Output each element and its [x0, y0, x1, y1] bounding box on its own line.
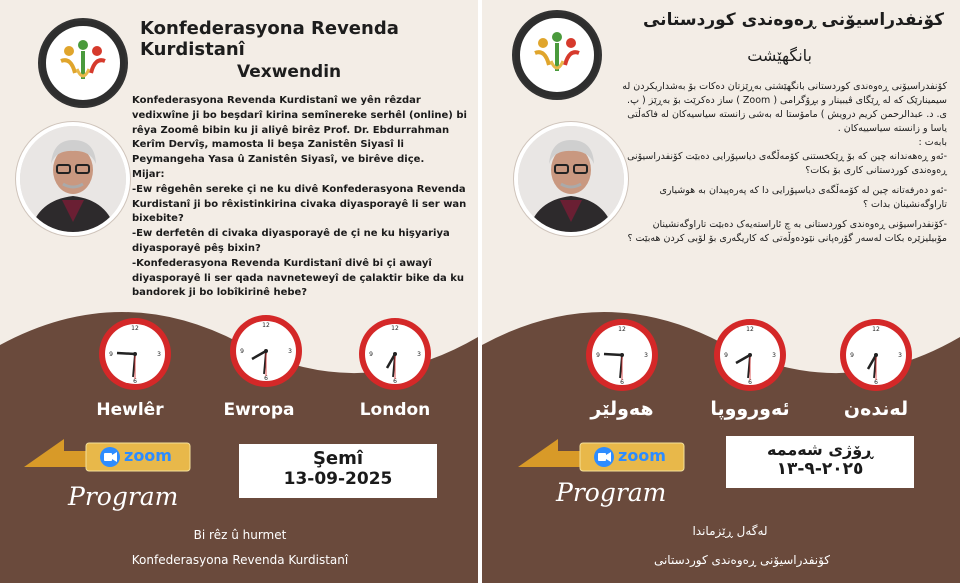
svg-text:6: 6 — [874, 379, 878, 386]
closing-greeting: Bi rêz û hurmet — [193, 528, 287, 542]
intro-paragraph: Konfederasyona Revenda Kurdistanî we yên rêzdar vedixwîne ji bo beşdarî kirina semînereke serhêl (online) bi rêya Zoomê bibin ku ji aliyê birêz Prof. Dr. Ebdurrahman Kerîm Dervîş, mamosta li beşa Zanistên Siyasî li Peymangeha Yasa û Zanistên Siyasî, ve birêve diçe. — [132, 95, 467, 166]
svg-text:9: 9 — [724, 352, 728, 359]
zoom-badge — [518, 437, 688, 481]
svg-text:3: 3 — [898, 352, 902, 359]
page-title: کۆنفدراسیۆنی ڕەوەندی کوردستانی — [642, 10, 944, 30]
clock-icon — [97, 316, 173, 392]
svg-text:9: 9 — [850, 352, 854, 359]
confederation-logo — [38, 18, 128, 108]
svg-text:3: 3 — [417, 351, 421, 358]
clock-icon — [712, 317, 788, 393]
closing-signature: Konfederasyona Revenda Kurdistanî — [131, 553, 349, 567]
speaker-portrait — [16, 122, 130, 236]
topic-item: -ئەو دەرفەتانە چین لە کۆمەڵگەی دیاسپۆرایی دا کە پەرەپیدان بە هوشیاری تاراوگەنشینان بدات ؟ — [659, 185, 947, 210]
zoom-icon-label: zoom — [124, 446, 172, 465]
zoom-icon-label: zoom — [618, 446, 666, 465]
clock-icon — [228, 313, 304, 389]
right-flyer — [482, 0, 960, 583]
invitation-text — [132, 94, 467, 301]
city-label-ewropa: Ewropa — [223, 400, 295, 420]
topic-item: -ئەو ڕەهەندانە چین کە بۆ ڕێکخستنی کۆمەڵگەی دیاسپۆرایی دەبێت کۆنفدراسیۆنی ڕەوەندی کوردستانی کاری بۆ بکات؟ — [627, 151, 947, 176]
city-label-london: London — [359, 400, 431, 420]
topics-label: Mijar: — [132, 168, 165, 180]
day-label: Şemî — [312, 448, 364, 469]
clock-icon — [838, 317, 914, 393]
svg-text:12: 12 — [872, 326, 880, 333]
svg-text:12: 12 — [618, 326, 626, 333]
clock-icon — [584, 317, 660, 393]
topic-item: -Konfederasyona Revenda Kurdistanî divê bi çi awayî diyasporayê li ser qada navneteweyî de çalaktir bike da ku bandorek ji bo lobîkirinê hebe? — [132, 257, 464, 299]
topic-item: -کۆنفدراسیۆنی ڕەوەندی کوردستانی بە چ ئاراستەیەک دەبێت تاراوگەنشینان مۆبیلیزێرە بکات لەسەر گۆرەپانی نێودەوڵەتی کە کاریگەری بۆ لۆبی کردن هەبێت ؟ — [627, 219, 947, 244]
city-label-hewler: Hewlêr — [96, 400, 164, 420]
closing-greeting: لەگەل ڕێزماندا — [692, 524, 768, 538]
speaker-portrait — [514, 122, 628, 236]
svg-text:9: 9 — [109, 351, 113, 358]
svg-text:3: 3 — [288, 348, 292, 355]
svg-text:6: 6 — [620, 379, 624, 386]
svg-text:6: 6 — [748, 379, 752, 386]
page-title: Konfederasyona Revenda Kurdistanî — [140, 18, 399, 60]
city-label-london: لەندەن — [843, 398, 909, 420]
clock-icon — [357, 316, 433, 392]
svg-text:9: 9 — [240, 348, 244, 355]
svg-text:12: 12 — [262, 322, 270, 329]
intro-paragraph: کۆنفدراسیۆنی ڕەوەندی کوردستانی بانگهێشتی بەڕێزتان دەکات بۆ بەشداریکردن لە سیمینارێک کە لە ڕێگای ڤیبینار و بڕۆگرامی ( Zoom ) ساز دەکرێت بۆ بەڕێز ( پ. ی. د. عبدالرحمن کریم درویش ) مامۆستا لە بەشی زانستە سیاسیەکان لە فاکەڵتی یاسا و زانستە سیاسییەکان . — [622, 81, 947, 134]
date-box — [239, 444, 437, 498]
svg-text:6: 6 — [133, 378, 137, 385]
svg-text:3: 3 — [644, 352, 648, 359]
svg-text:12: 12 — [391, 325, 399, 332]
topic-item: -Ew rêgehên sereke çi ne ku divê Konfederasyona Revenda Kurdistanî ji bo rêxistinkirina civaka diyasporayê li ser wan bixebite? — [132, 183, 467, 225]
svg-text:6: 6 — [264, 375, 268, 382]
closing-signature: کۆنفدراسیۆنی ڕەوەندی کوردستانی — [653, 553, 831, 567]
topic-item: -Ew derfetên di civaka diyasporayê de çi ne ku hişyariya diyasporayê pêş bixin? — [132, 228, 450, 254]
svg-text:3: 3 — [772, 352, 776, 359]
left-flyer — [0, 0, 478, 583]
date-label: 13-09-2025 — [283, 469, 393, 489]
invitation-text — [622, 80, 947, 246]
program-label: Program — [68, 482, 179, 511]
svg-text:12: 12 — [131, 325, 139, 332]
day-label: ڕۆژی شەممە — [766, 440, 874, 459]
date-label: ٢٠٢٥-٩-١٣ — [776, 459, 864, 479]
city-label-hewler: هەولێر — [590, 398, 654, 420]
svg-text:9: 9 — [596, 352, 600, 359]
subtitle-invitation: Vexwendin — [237, 62, 342, 82]
svg-text:6: 6 — [393, 378, 397, 385]
program-label: Program — [556, 478, 667, 507]
zoom-badge — [24, 437, 194, 481]
topics-label: بابەت : — [918, 137, 947, 148]
svg-text:9: 9 — [369, 351, 373, 358]
subtitle-invitation: بانگهێشت — [747, 46, 812, 65]
svg-text:12: 12 — [746, 326, 754, 333]
confederation-logo — [512, 10, 602, 100]
city-label-ewropa: ئەورووپا — [710, 398, 790, 420]
svg-text:3: 3 — [157, 351, 161, 358]
date-box — [726, 436, 914, 488]
